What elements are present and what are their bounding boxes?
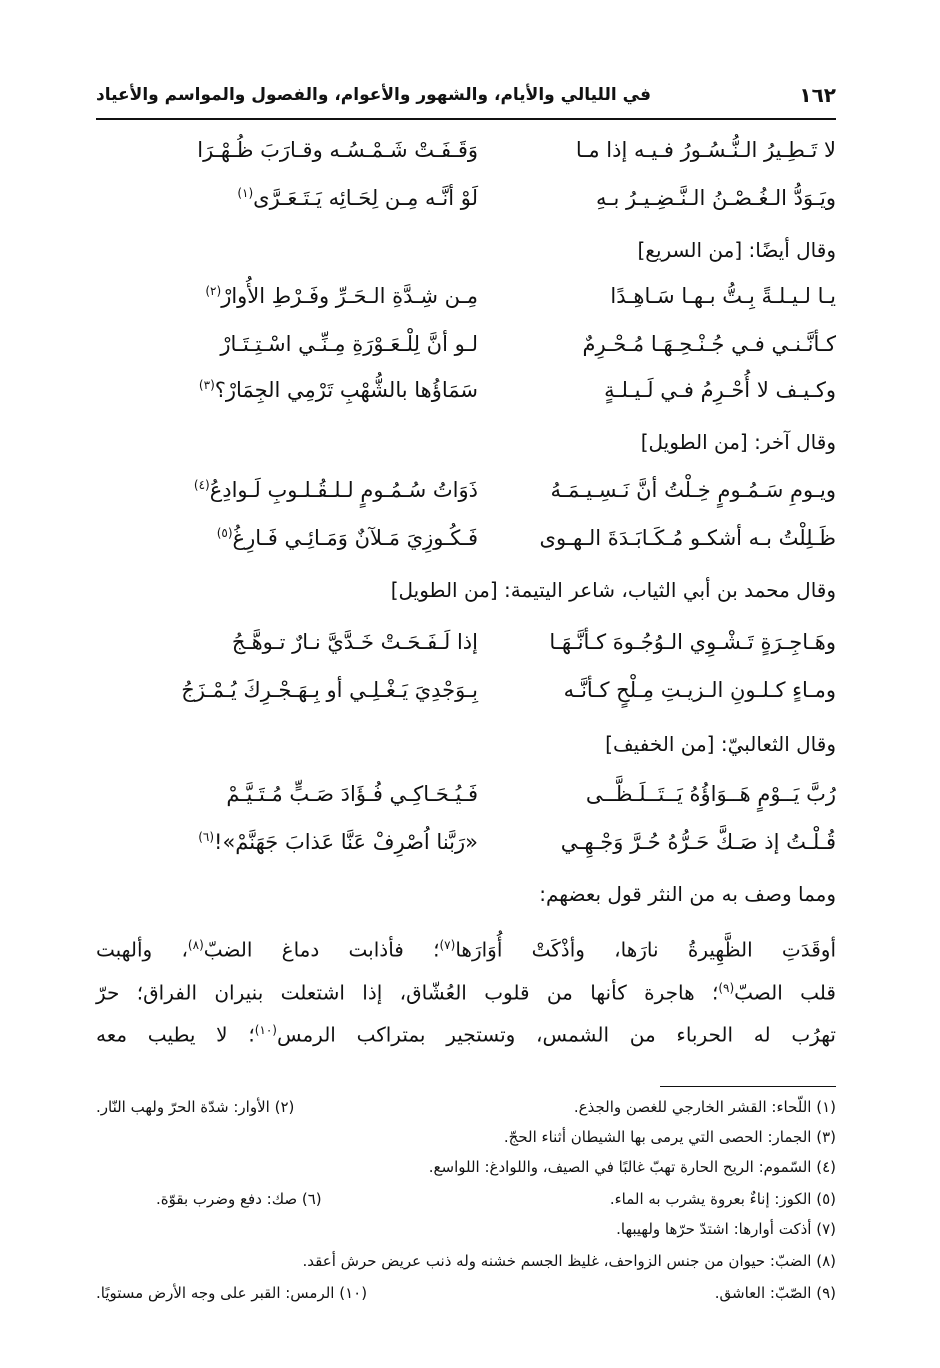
section-intro: ومما وصف به من النثر قول بعضهم:: [539, 882, 836, 906]
prose-line: تهرُب له الحرباء من الشمس، وتستجير بمتراكب الرمس$^{(١٠)}$؛ لا يطيب معه: [96, 1022, 837, 1047]
verse-first-hemistich: رُبَّ يَــوْمٍ هَــوَاؤُهُ يَــتَــلَـظَّــى: [585, 782, 836, 806]
footnote-line: [96, 1158, 836, 1188]
footnote-ref: (٨): [187, 938, 204, 952]
footnote-ref: (١): [237, 186, 254, 200]
verse-first-hemistich: قُـلْـتُ إذ صَـكَّ حَـرُّهُ حُـرَّ وَجْـهِـي: [560, 830, 836, 854]
verse-first-hemistich: كـأنَّـنـي فـي جُـنْـحِـهَـا مُـحْـرِمٌ: [582, 332, 836, 356]
footnote: (١٠) الرمس: القبر على وجه الأرض مستويًا.: [96, 1284, 368, 1302]
footnote-line: [96, 1190, 836, 1220]
verse-second-hemistich: مِـن شِـدَّةِ الـحَـرِّ وفَـرْطِ الأُوارْ$^{(٢)}$: [205, 284, 478, 308]
verse-first-hemistich: ويـومِ سَـمُـومٍ خِـلْتُ أنَّ نَـسِـيـمَـهُ: [550, 478, 836, 502]
footnote-ref: (٣): [198, 378, 215, 392]
verse-second-hemistich: لَوْ أنَّـه مِـن لِحَـائِه يَـتَـعَـرَّى$^{(١)}$: [237, 186, 478, 210]
footnote-line: [96, 1284, 836, 1314]
footnote: (٣) الجمار: الحصى التي يرمى بها الشيطان أثناء الحجّ.: [503, 1128, 836, 1146]
book-page: [96, 0, 836, 1368]
verse-line: [96, 678, 836, 732]
section-intro: وقال الثعالبيّ: [من الخفيف]: [605, 732, 836, 756]
footnote-ref: (٩): [718, 980, 735, 995]
verse-second-hemistich: ذَوَاتُ سُـمُـومٍ لـلـقُـلـوبِ لَـوادِعُ$^{(٤)}$: [193, 478, 478, 502]
verse-line: [96, 830, 836, 884]
footnote: (٢) الأوار: شدّة الحرّ ولهب النّار.: [96, 1098, 295, 1116]
footnote-rule: [660, 1086, 836, 1087]
footnote: (١) اللّحاء: القشر الخارجي للغصن والجذع.: [573, 1098, 836, 1116]
footnote-line: [96, 1220, 836, 1250]
page-number: ١٦٢: [799, 83, 836, 107]
verse-line: [96, 138, 836, 192]
section-intro: وقال أيضًا: [من السريع]: [637, 238, 836, 262]
verse-line: [96, 526, 836, 580]
footnote-line: [96, 1128, 836, 1158]
footnote: (٥) الكوز: إناءٌ بعروة يشرب به الماء.: [609, 1190, 836, 1208]
running-header: [96, 76, 836, 114]
footnote-ref: (٧): [439, 938, 456, 952]
footnote-ref: (٦): [198, 830, 215, 844]
verse-line: [96, 478, 836, 532]
verse-line: [96, 782, 836, 836]
footnote-ref: (١٠): [254, 1023, 277, 1038]
verse-line: [96, 630, 836, 684]
verse-first-hemistich: ويَـوَدُّ الـغُـصْـنُ الـنَّـضِـيـرُ بـهِ: [596, 186, 836, 210]
footnote: (٤) السّموم: الريح الحارة تهبّ غالبًا في الصيف، واللوادغ: اللواسع.: [428, 1158, 836, 1176]
verse-first-hemistich: ظَـلِلْتُ بـه أشكـو مُـكَـابَـدَةَ الـهـوى: [539, 526, 836, 550]
footnote-line: [96, 1098, 836, 1128]
verse-second-hemistich: فَـكُـوزِيَ مَـلآنٌ وَمَـائِـي فَـارِغُ$^{(٥)}$: [216, 526, 478, 550]
verse-second-hemistich: فَـيُـحَـاكِـي فُـؤَادَ صَـبٍّ مُـتَـيَّـمْ: [226, 782, 478, 806]
verse-first-hemistich: وهَـاجِـرَةٍ تَـشْـوِي الـوُجُـوهَ كـأنَّـهَـا: [549, 630, 836, 654]
verse-second-hemistich: إذا لَـفَـحَـتْ خَـدَّيَّ نـارٌ تـوهَّـجُ: [231, 630, 478, 654]
verse-line: [96, 378, 836, 432]
section-intro: وقال آخر: [من الطويل]: [640, 430, 836, 454]
footnote: (٨) الضبّ: حيوان من جنس الزواحف، غليظ الجسم خشنه وله ذنب عريض حرش أعقد.: [302, 1252, 836, 1270]
verse-second-hemistich: وَقَـفَـتْ شَـمْـسُـه وقـارَبَ ظُـهْـرَا: [197, 138, 478, 162]
verse-second-hemistich: لـو أنَّ لِلْـعَـوْرَةِ مِـنِّـي اسْـتِـتَـارْ: [220, 332, 478, 356]
footnote-line: [96, 1252, 836, 1282]
header-rule: [96, 118, 836, 120]
verse-first-hemistich: يـا لـيـلـةً بِـتُّ بـهـا سَـاهِـدًا: [610, 284, 836, 308]
verse-second-hemistich: سَمَاؤُها بالشُّهْبِ تَرْمِي الجِمَارْ؟$^{(٣)}$: [198, 378, 478, 402]
footnote: (٩) الصّبّ: العاشق.: [714, 1284, 836, 1302]
section-intro: وقال محمد بن أبي الثياب، شاعر اليتيمة: [من الطويل]: [390, 578, 836, 602]
prose-line: قلب الصبّ$^{(٩)}$؛ هاجرة كأنها من قلوب العُشّاق، إذا اشتعلت بنيران الفراق؛ حرّ: [96, 980, 836, 1005]
header-title: في الليالي والأيام، والشهور والأعوام، والفصول والمواسم والأعياد: [96, 85, 651, 105]
footnote-ref: (٥): [216, 526, 233, 540]
verse-first-hemistich: لا تَـطِـيرُ الـنُّـسُـورُ فـيـه إذا مـا: [575, 138, 836, 162]
footnote: (٦) صك: دفع وضرب بقوّة.: [156, 1190, 322, 1208]
verse-line: [96, 284, 836, 338]
footnote-ref: (٢): [205, 284, 222, 298]
footnote-ref: (٤): [193, 478, 210, 492]
verse-line: [96, 186, 836, 240]
prose-line: أوقَدَتِ الظَّهِيرةُ نارَها، وأذْكَتْ أُوَارَها$^{(٧)}$؛ فأذابت دماغ الضبّ$^{(٨)}$، وألهبت: [96, 937, 837, 962]
verse-first-hemistich: وكـيـف لا أُحْـرِمُ فـي لَـيـلـةٍ: [604, 378, 836, 402]
verse-second-hemistich: «رَبَّنا اُصْرِفْ عَنَّا عَذابَ جَهَنَّمْ»!$^{(٦)}$: [198, 830, 478, 854]
verse-second-hemistich: بِـوَجْدِيَ يَـغْـلِـي أو بِـهَـجْـرِكَ يُـمْـزَجُ: [181, 678, 478, 702]
prose-paragraph: [96, 926, 836, 1054]
footnote: (٧) أذكت أوارها: اشتدّ حرّها ولهيبها.: [616, 1220, 836, 1238]
verse-first-hemistich: ومـاءٍ كـلـونِ الـزيـتِ مِـلْحٍ كـأنَّـه: [563, 678, 836, 702]
